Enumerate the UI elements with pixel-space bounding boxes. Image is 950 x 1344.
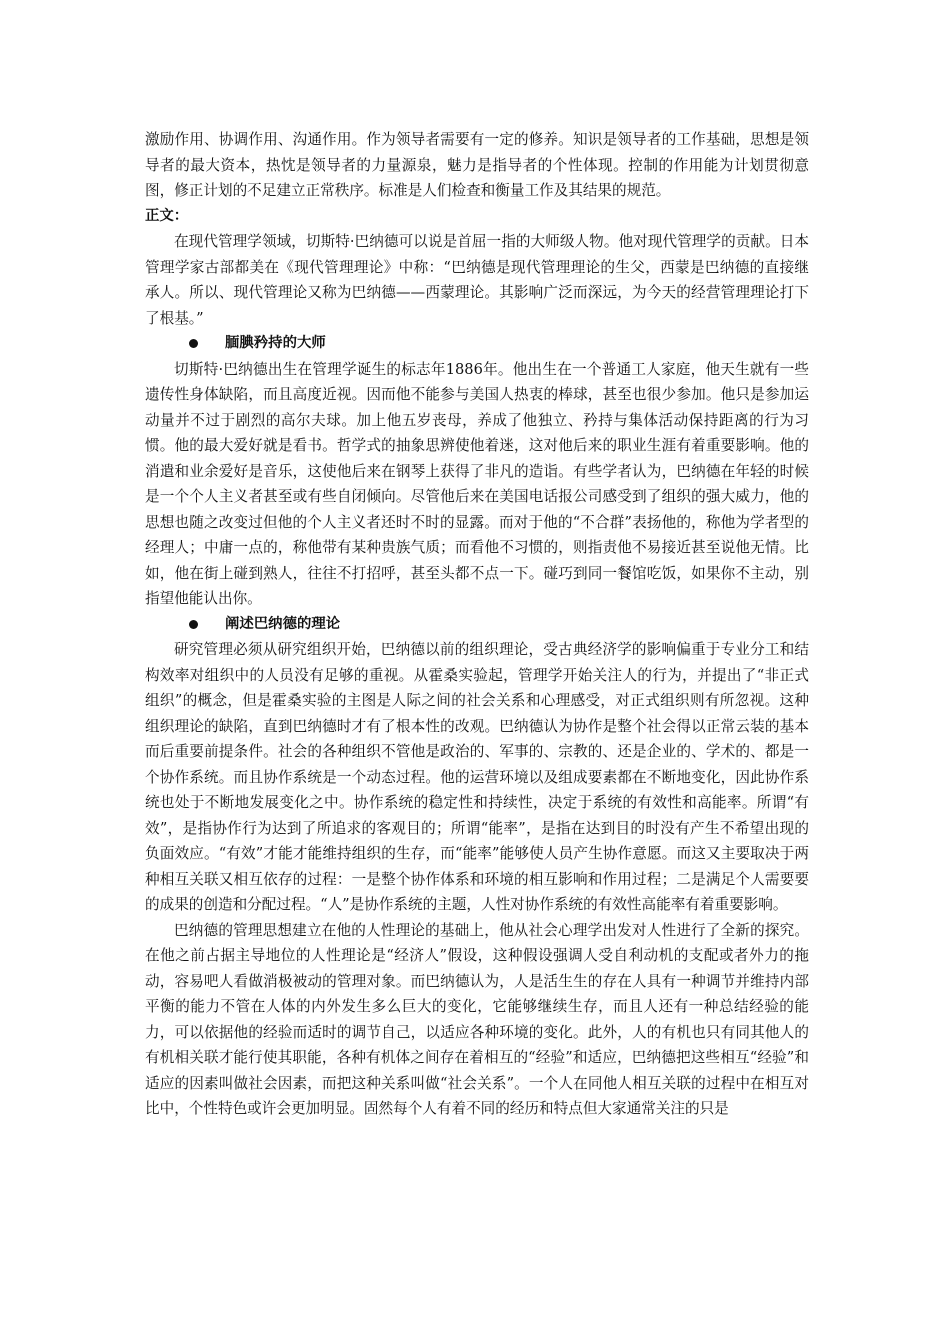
paragraph-2: 切斯特·巴纳德出生在管理学诞生的标志年1886年。他出生在一个普通工人家庭，他天生就有一些遗传性身体缺陷，而且高度近视。因而他不能参与美国人热衷的棒球，甚至也很少参加。他只是参加运动量并不过于剧烈的高尔夫球。加上他五岁丧母，养成了他独立、矜持与集体活动保持距离的行为习惯。他的最大爱好就是看书。哲学式的抽象思辨使他着迷，这对他后来的职业生涯有着重要影响。他的消遣和业余爱好是音乐，这使他后来在钢琴上获得了非凡的造诣。有些学者认为，巴纳德在年轻的时候是一个个人主义者甚至或有些自闭倾向。尽管他后来在美国电话报公司感受到了组织的强大威力，他的思想也随之改变过但他的个人主义者还时不时的显露。而对于他的“不合群”表扬他的，称他为学者型的经理人；中庸一点的，称他带有某种贵族气质；而看他不习惯的，则指责他不易接近甚至说他无情。比如，他在街上碰到熟人，往往不打招呼，甚至头都不点一下。碰巧到同一餐馆吃饭，如果你不主动，别指望他能认出你。: [145, 360, 809, 607]
section-heading-1: [145, 331, 809, 357]
section-title-1: 腼腆矜持的大师: [225, 335, 326, 351]
paragraph-3: 研究管理必须从研究组织开始，巴纳德以前的组织理论，受古典经济学的影响偏重于专业分工和结构效率对组织中的人员没有足够的重视。从霍桑实验起，管理学开始关注人的行为，并提出了“非正式组织”的概念，但是霍桑实验的主图是人际之间的社会关系和心理感受，对正式组织则有所忽视。这种组织理论的缺陷，直到巴纳德时才有了根本性的改观。巴纳德认为协作是整个社会得以正常云装的基本而后重要前提条件。社会的各种组织不管他是政治的、军事的、宗教的、还是企业的、学术的、都是一个协作系统。而且协作系统是一个动态过程。他的运营环境以及组成要素都在不断地变化，因此协作系统也处于不断地发展变化之中。协作系统的稳定性和持续性，决定于系统的有效性和高能率。所谓“有效”，是指协作行为达到了所追求的客观目的；所谓“能率”，是指在达到目的时没有产生不希望出现的负面效应。“有效”才能才能维持组织的生存，而“能率”能够使人员产生协作意愿。而这又主要取决于两种相互关联又相互依存的过程：一是整个协作体系和环境的相互影响和作用过程；二是满足个人需要要的成果的创造和分配过程。“人”是协作系统的主题，人性对协作系统的有效性高能率有着重要影响。: [145, 641, 809, 913]
section-heading-2: [145, 612, 809, 638]
bullet-icon: [189, 339, 198, 348]
body-heading: 正文：: [145, 207, 189, 224]
paragraph-1: 在现代管理学领域，切斯特·巴纳德可以说是首屈一指的大师级人物。他对现代管理学的贡献。日本管理学家古部都美在《现代管理理论》中称：“巴纳德是现代管理理论的生父，西蒙是巴纳德的直接继承人。所以、现代管理论又称为巴纳德——西蒙理论。其影响广泛而深远，为今天的经营管理理论打下了根基。”: [145, 233, 809, 327]
bullet-icon: [189, 620, 198, 629]
section-title-2: 阐述巴纳德的理论: [225, 615, 341, 632]
document-page: [145, 127, 809, 1122]
intro-paragraph: 激励作用、协调作用、沟通作用。作为领导者需要有一定的修养。知识是领导者的工作基础，思想是领导者的最大资本，热忱是领导者的力量源泉，魅力是指导者的个性体现。控制的作用能为计划贯彻意图，修正计划的不足建立正常秩序。标准是人们检查和衡量工作及其结果的规范。: [145, 131, 809, 199]
paragraph-4: 巴纳德的管理思想建立在他的人性理论的基础上，他从社会心理学出发对人性进行了全新的探究。在他之前占据主导地位的人性理论是“经济人”假设，这种假设强调人受自利动机的支配或者外力的拖动，容易吧人看做消极被动的管理对象。而巴纳德认为，人是活生生的存在人具有一种调节并维持内部平衡的能力不管在人体的内外发生多么巨大的变化，它能够继续生存，而且人还有一种总结经验的能力，可以依据他的经验而适时的调节自己，以适应各种环境的变化。此外，人的有机也只有同其他人的有机相关联才能行使其职能，各种有机体之间存在着相互的“经验”和适应，巴纳德把这些相互“经验”和适应的因素叫做社会因素，而把这种关系叫做“社会关系”。一个人在同他人相互关联的过程中在相互对比中，个性特色或许会更加明显。固然每个人有着不同的经历和特点但大家通常关注的只是: [145, 921, 809, 1117]
